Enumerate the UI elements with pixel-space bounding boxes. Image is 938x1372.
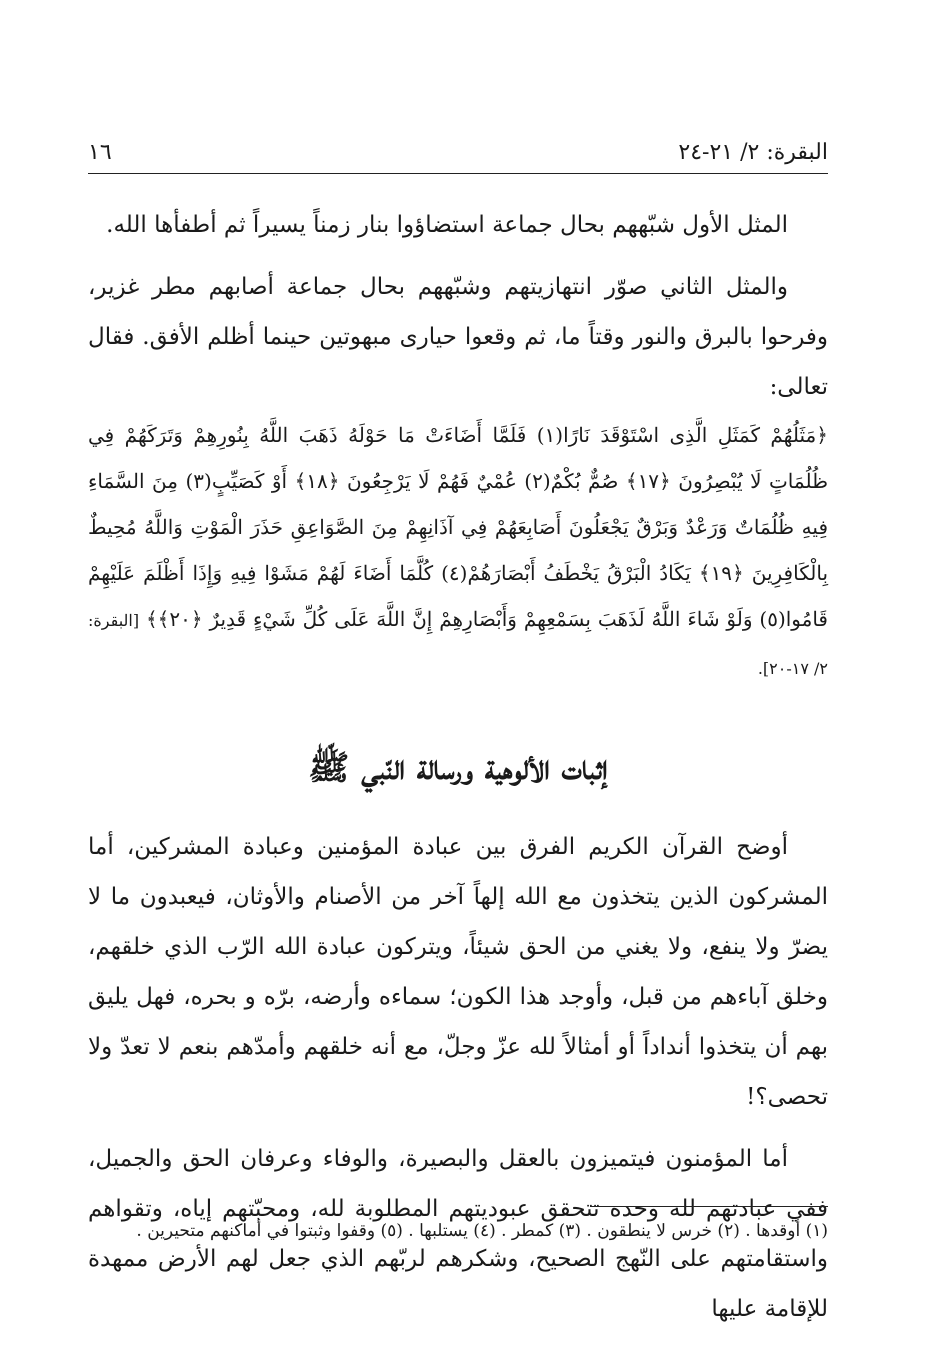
paragraph-first-parable: المثل الأول شبّههم بحال جماعة استضاؤوا بنار زمناً يسيراً ثم أطفأها الله. bbox=[106, 212, 788, 238]
quran-reference: [البقرة: ٢/ ١٧-٢٠]. bbox=[88, 611, 828, 678]
quran-verse-block bbox=[88, 412, 828, 692]
footnote-divider bbox=[590, 1206, 828, 1207]
page-number: ١٦ bbox=[88, 140, 112, 165]
main-content bbox=[88, 200, 828, 1334]
footnotes: (١) أوقدها . (٢) خرس لا ينطقون . (٣) كمطر . (٤) يستلبها . (٥) وقفوا وثبتوا في أماكنهم متحيرين . bbox=[136, 1221, 828, 1241]
quran-verse-text: ﴿مَثَلُهُمْ كَمَثَلِ الَّذِى اسْتَوْقَدَ نَارًا(١) فَلَمَّا أَضَاءَتْ مَا حَوْلَهُ ذَهَبَ اللَّهُ بِنُورِهِمْ وَتَرَكَهُمْ فِي ظُلُمَاتٍ لَا يُبْصِرُونَ ﴿١٧﴾ صُمٌّ بُكْمٌ(٢) عُمْيٌ فَهُمْ لَا يَرْجِعُونَ ﴿١٨﴾ أَوْ كَصَيِّبٍ(٣) مِنَ السَّمَاءِ فِيهِ ظُلُمَاتٌ وَرَعْدٌ وَبَرْقٌ يَجْعَلُونَ أَصَابِعَهُمْ فِي آذَانِهِمْ مِنَ الصَّوَاعِقِ حَذَرَ الْمَوْتِ وَاللَّهُ مُحِيطٌ بِالْكَافِرِينَ ﴿١٩﴾ يَكَادُ الْبَرْقُ يَخْطَفُ أَبْصَارَهُمْ(٤) كُلَّمَا أَضَاءَ لَهُمْ مَشَوْا فِيهِ وَإِذَا أَظْلَمَ عَلَيْهِمْ قَامُوا(٥) وَلَوْ شَاءَ اللَّهُ لَذَهَبَ بِسَمْعِهِمْ وَأَبْصَارِهِمْ إِنَّ اللَّهَ عَلَى كُلِّ شَيْءٍ قَدِيرٌ ﴿٢٠﴾﴾ bbox=[88, 423, 829, 631]
section-title: إثبات الألوهية ورسالة النّبي ﷺ bbox=[308, 748, 608, 788]
paragraph-second-parable: والمثل الثاني صوّر انتهازيتهم وشبّههم بحال جماعة أصابهم مطر غزير، وفرحوا بالبرق والنور وقتاً ما، ثم وقعوا حيارى مبهوتين حينما أظلم الأفق. فقال تعالى: bbox=[88, 274, 828, 400]
header-surah-reference: البقرة: ٢/ ٢١-٢٤ bbox=[678, 140, 828, 165]
paragraph-believers: أما المؤمنون فيتميزون بالعقل والبصيرة، والوفاء وعرفان الحق والجميل، ففي عبادتهم لله وحده تتحقق عبوديتهم المطلوبة لله، ومحبّتهم إياه، وتقواهم واستقامتهم على النّهج الصحيح، وشكرهم لربّهم الذي جعل لهم الأرض ممهدة للإقامة عليها bbox=[88, 1146, 828, 1322]
paragraph-polytheists: أوضح القرآن الكريم الفرق بين عبادة المؤمنين وعبادة المشركين، أما المشركون الذين يتخذون مع الله إلهاً آخر من الأصنام والأوثان، فيعبدون ما لا يضرّ ولا ينفع، ولا يغني من الحق شيئاً، ويتركون عبادة الله الرّب الذي خلقهم، وخلق آباءهم من قبل، وأوجد هذا الكون؛ سماءه وأرضه، برّه و بحره، فهل يليق بهم أن يتخذوا أنداداً أو أمثالاً لله عزّ وجلّ، مع أنه خلقهم وأمدّهم بنعم لا تعدّ ولا تحصى؟! bbox=[88, 834, 828, 1110]
running-header bbox=[88, 138, 828, 168]
header-divider bbox=[88, 173, 828, 174]
